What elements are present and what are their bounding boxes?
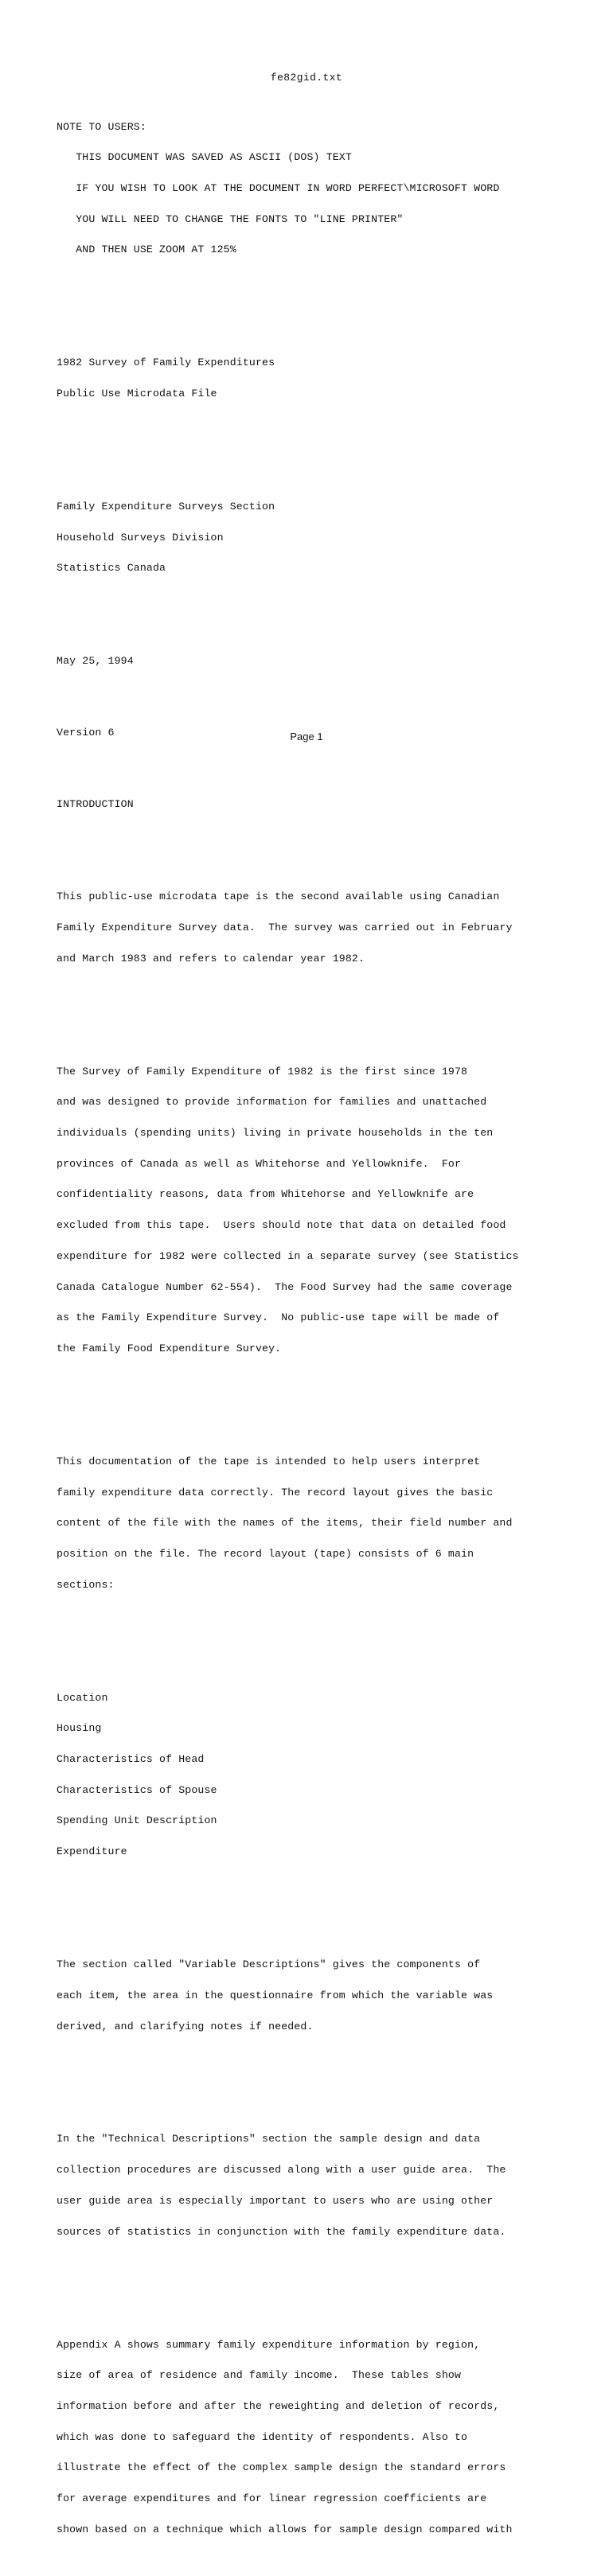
introduction-heading: INTRODUCTION: [57, 798, 134, 811]
paragraph-line: Family Expenditure Survey data. The survey was carried out in February: [57, 922, 513, 933]
blank-line: [57, 615, 502, 625]
list-item: Spending Unit Description: [57, 1814, 217, 1827]
blank-line: [57, 2073, 502, 2083]
blank-line: [57, 1395, 502, 1405]
paragraph-line: user guide area is especially important to users who are using other: [57, 2194, 494, 2207]
blank-line: [57, 1005, 502, 1015]
paragraph-line: derived, and clarifying notes if needed.: [57, 2020, 314, 2032]
document-version: Version 6: [57, 726, 115, 739]
document-filename: fe82gid.txt: [270, 72, 343, 84]
paragraph: [57, 2320, 513, 2556]
paragraph-line: Canada Catalogue Number 62-554). The Food Survey had the same coverage: [57, 1280, 513, 1293]
paragraph-line: the Family Food Expenditure Survey.: [57, 1342, 282, 1354]
org-line: Household Surveys Division: [57, 531, 224, 544]
document-date: May 25, 1994: [57, 654, 134, 667]
list-item: Expenditure: [57, 1845, 127, 1858]
paragraph-line: individuals (spending units) living in private households in the ten: [57, 1127, 494, 1140]
paragraph-line: This documentation of the tape is intended to help users interpret: [57, 1455, 481, 1467]
paragraph-line: Appendix A shows summary family expenditure information by region,: [57, 2338, 481, 2351]
paragraph-line: sources of statistics in conjunction with the family expenditure data.: [57, 2225, 506, 2238]
paragraph-line: The Survey of Family Expenditure of 1982 is the first since 1978: [57, 1065, 468, 1078]
list-item: Location: [57, 1691, 108, 1704]
paragraph-line: and March 1983 and refers to calendar year 1982.: [57, 952, 365, 965]
paragraph: [57, 1046, 519, 1375]
list-item: Characteristics of Head: [57, 1753, 205, 1766]
paragraph-line: as the Family Expenditure Survey. No public-use tape will be made of: [57, 1311, 500, 1324]
paragraph-line: content of the file with the names of the items, their field number and: [57, 1517, 513, 1530]
survey-title-block: [57, 338, 502, 420]
note-line: AND THEN USE ZOOM AT 125%: [57, 244, 236, 256]
paragraph: [57, 1939, 502, 2052]
paragraph-line: size of area of residence and family income. These tables show: [57, 2369, 462, 2382]
paragraph-line: which was done to safeguard the identity of respondents. Also to: [57, 2430, 468, 2443]
paragraph-line: and was designed to provide information for families and unattached: [57, 1096, 487, 1109]
blank-line: [57, 831, 502, 841]
blank-line: [57, 1899, 502, 1909]
paragraph-line: confidentiality reasons, data from Whitehorse and Yellowknife are: [57, 1188, 474, 1201]
title-line: 1982 Survey of Family Expenditures: [57, 357, 275, 369]
blank-line: [57, 2278, 502, 2289]
list-item: Characteristics of Spouse: [57, 1783, 217, 1796]
paragraph-line: excluded from this tape. Users should note that data on detailed food: [57, 1219, 506, 1232]
note-to-users-block: [57, 102, 502, 276]
paragraph-line: The section called "Variable Descriptions" gives the components of: [57, 1958, 481, 1971]
paragraph-line: for average expenditures and for linear regression coefficients are: [57, 2492, 487, 2505]
paragraph-line: collection procedures are discussed along with a user guide area. The: [57, 2164, 506, 2177]
paragraph-line: In the "Technical Descriptions" section the sample design and data: [57, 2133, 481, 2145]
paragraph-line: sections:: [57, 1578, 115, 1591]
paragraph-line: each item, the area in the questionnaire from which the variable was: [57, 1989, 494, 2001]
blank-line: [57, 297, 502, 307]
note-line: THIS DOCUMENT WAS SAVED AS ASCII (DOS) TEXT: [57, 151, 352, 164]
paragraph: [57, 1436, 513, 1611]
paragraph-line: family expenditure data correctly. The record layout gives the basic: [57, 1486, 494, 1498]
blank-line: [57, 1631, 502, 1642]
page-number: Page 1: [290, 731, 323, 742]
paragraph-line: shown based on a technique which allows for sample design compared with: [57, 2523, 513, 2535]
blank-line: [57, 759, 502, 770]
paragraph-line: provinces of Canada as well as Whitehorse and Yellowknife. For: [57, 1157, 462, 1170]
paragraph: [57, 2114, 506, 2258]
paragraph-line: information before and after the reweighting and deletion of records,: [57, 2399, 500, 2412]
list-item: Housing: [57, 1722, 102, 1735]
title-line: Public Use Microdata File: [57, 388, 217, 400]
paragraph: [57, 871, 513, 984]
note-line: YOU WILL NEED TO CHANGE THE FONTS TO "LINE PRINTER": [57, 212, 404, 225]
note-line: NOTE TO USERS:: [57, 120, 146, 133]
paragraph-line: This public-use microdata tape is the second available using Canadian: [57, 890, 500, 903]
paragraph-line: illustrate the effect of the complex sample design the standard errors: [57, 2461, 506, 2474]
organization-block: [57, 481, 502, 594]
blank-line: [57, 441, 502, 451]
org-line: Family Expenditure Surveys Section: [57, 501, 275, 513]
paragraph-line: expenditure for 1982 were collected in a separate survey (see Statistics: [57, 1249, 519, 1262]
org-line: Statistics Canada: [57, 562, 166, 575]
sections-list: [57, 1673, 502, 1878]
document-body: [57, 81, 519, 2576]
blank-line: [57, 687, 502, 697]
note-line: IF YOU WISH TO LOOK AT THE DOCUMENT IN WORD PERFECT\MICROSOFT WORD: [57, 182, 500, 195]
paragraph-line: position on the file. The record layout (tape) consists of 6 main: [57, 1548, 474, 1561]
